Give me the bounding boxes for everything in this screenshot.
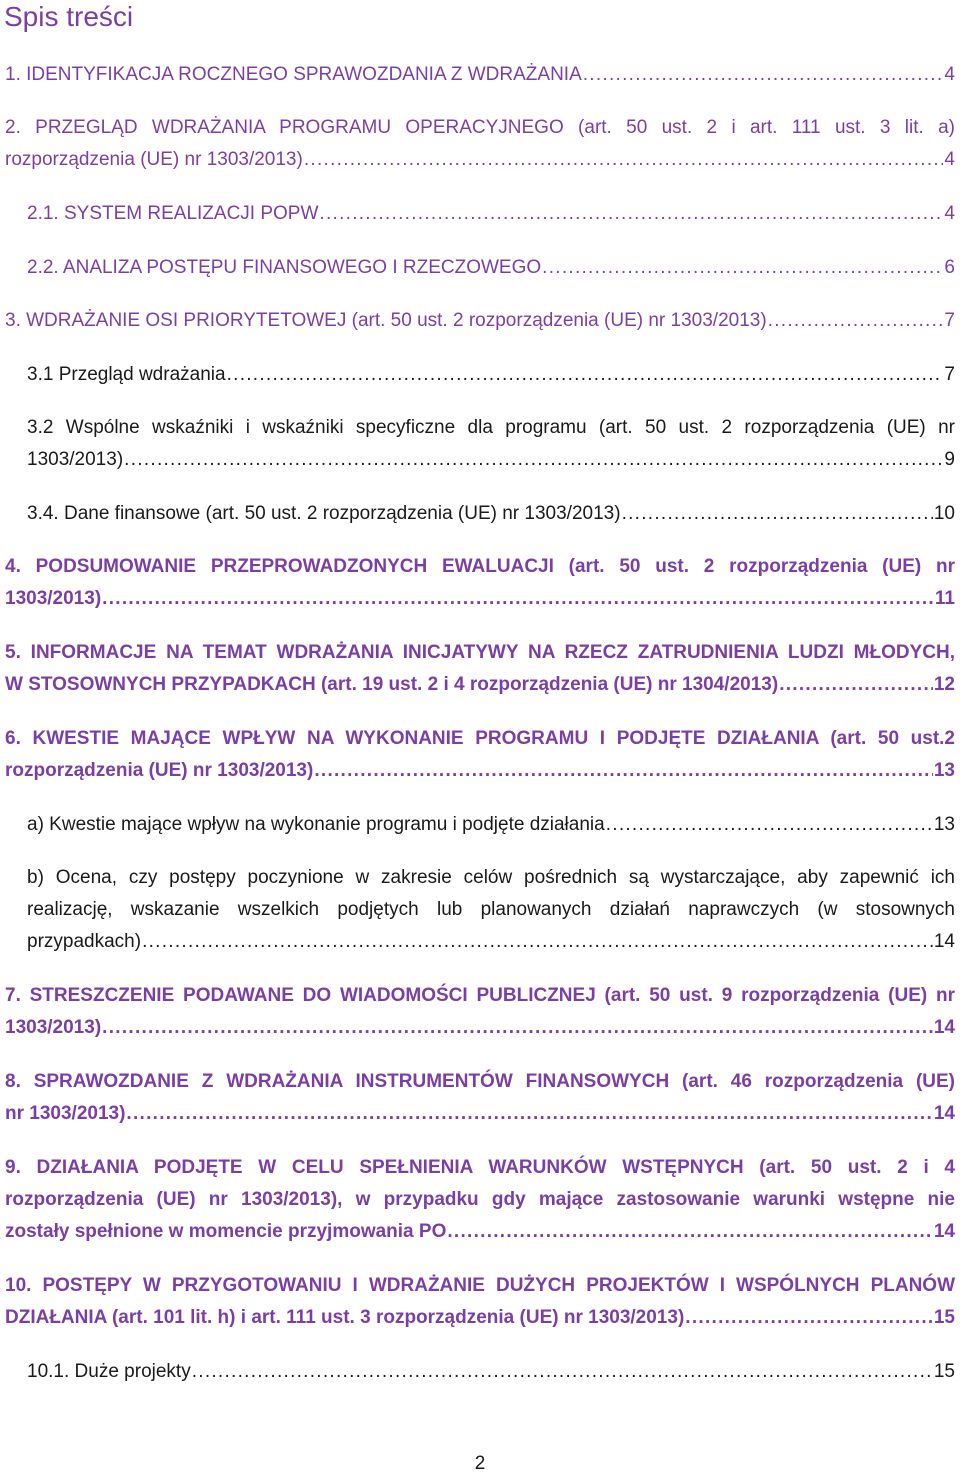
toc-page-number: 14 <box>933 1103 955 1124</box>
toc-entry-text: b) Ocena, czy postępy poczynione w zakresie celów pośrednich są wystarczające, aby zapewnić ich <box>27 867 955 888</box>
toc-entry-text: 7. STRESZCZENIE PODAWANE DO WIADOMOŚCI PUBLICZNEJ (art. 50 ust. 9 rozporządzenia (UE) nr <box>5 985 955 1006</box>
dot-leader <box>102 1012 933 1044</box>
toc-page-number: 13 <box>933 814 955 835</box>
toc-entry-3-4[interactable] <box>27 498 955 530</box>
dot-leader <box>192 1356 933 1388</box>
toc-entry-text: 8. SPRAWOZDANIE Z WDRAŻANIA INSTRUMENTÓW FINANSOWYCH (art. 46 rozporządzenia (UE) <box>5 1071 955 1092</box>
dot-leader <box>447 1216 933 1248</box>
toc-entry-text: 6. KWESTIE MAJĄCE WPŁYW NA WYKONANIE PROGRAMU I PODJĘTE DZIAŁANIA (art. 50 ust.2 <box>5 728 955 749</box>
toc-entry-3[interactable] <box>5 305 955 337</box>
toc-page-number: 12 <box>933 674 955 695</box>
toc-entry-6a[interactable] <box>27 809 955 841</box>
toc-entry-text: 4. PODSUMOWANIE PRZEPROWADZONYCH EWALUACJI (art. 50 ust. 2 rozporządzenia (UE) nr <box>5 556 955 577</box>
toc-entry-text: 2. PRZEGLĄD WDRAŻANIA PROGRAMU OPERACYJNEGO (art. 50 ust. 2 i art. 111 ust. 3 lit. a) <box>5 117 955 138</box>
toc-page-number: 7 <box>944 310 955 331</box>
toc-page-number: 7 <box>944 364 955 385</box>
toc-entry-10-1[interactable] <box>27 1356 955 1388</box>
toc-entry-2-1[interactable] <box>27 198 955 230</box>
toc-entry-text: 1. IDENTYFIKACJA ROCZNEGO SPRAWOZDANIA Z WDRAŻANIA <box>5 64 582 85</box>
toc-entry-text: 3.2 Wspólne wskaźniki i wskaźniki specyficzne dla programu (art. 50 ust. 2 rozporządzenia (UE) nr <box>27 417 955 438</box>
dot-leader <box>314 755 933 787</box>
toc-page-number: 13 <box>933 760 955 781</box>
toc-entry-3-1[interactable] <box>27 359 955 391</box>
toc-entry-2-2[interactable] <box>27 252 955 284</box>
toc-entry-3-2[interactable] <box>27 412 955 476</box>
page-number: 2 <box>474 1453 486 1474</box>
toc-page-number: 14 <box>933 1017 955 1038</box>
toc-entry-text: 1303/2013) <box>5 1017 102 1038</box>
toc-page-number: 6 <box>944 257 955 278</box>
toc-entry-text: nr 1303/2013) <box>5 1103 126 1124</box>
dot-leader <box>542 252 943 284</box>
dot-leader <box>126 1098 932 1130</box>
toc-entry-text: 1303/2013) <box>27 449 124 470</box>
page-title: Spis treści <box>4 1 134 32</box>
toc-entry-text: 10.1. Duże projekty <box>27 1361 191 1382</box>
toc-page-number: 4 <box>944 64 955 85</box>
toc-page-number: 14 <box>933 1221 955 1242</box>
toc-entry-text: DZIAŁANIA (art. 101 lit. h) i art. 111 ust. 3 rozporządzenia (UE) nr 1303/2013) <box>5 1307 685 1328</box>
toc-page-number: 4 <box>944 203 955 224</box>
toc-entry-text: rozporządzenia (UE) nr 1303/2013) <box>5 760 314 781</box>
toc-entry-text: a) Kwestie mające wpływ na wykonanie programu i podjęte działania <box>27 814 605 835</box>
dot-leader <box>124 444 943 476</box>
toc-page-number: 11 <box>934 588 955 609</box>
toc-entry-text: przypadkach) <box>27 931 142 952</box>
dot-leader <box>779 669 933 701</box>
toc-entry-text: realizację, wskazanie wszelkich podjętych lub planowanych działań naprawczych (w stosownych <box>27 899 955 920</box>
dot-leader <box>304 144 944 176</box>
toc-entry-text: 2.1. SYSTEM REALIZACJI POPW <box>27 203 319 224</box>
toc-entry-8[interactable] <box>5 1066 955 1130</box>
toc-page-number: 14 <box>933 931 955 952</box>
dot-leader <box>622 498 933 530</box>
toc-entry-6b[interactable] <box>27 862 955 958</box>
dot-leader <box>102 583 934 615</box>
dot-leader <box>685 1302 933 1334</box>
toc-page-number: 15 <box>933 1361 955 1382</box>
toc-page-number: 15 <box>933 1307 955 1328</box>
toc-entry-10[interactable] <box>5 1270 955 1334</box>
dot-leader <box>768 305 944 337</box>
toc-entry-text: 9. DZIAŁANIA PODJĘTE W CELU SPEŁNIENIA WARUNKÓW WSTĘPNYCH (art. 50 ust. 2 i 4 <box>5 1157 955 1178</box>
toc-entry-4[interactable] <box>5 551 955 615</box>
toc-entry-text: 10. POSTĘPY W PRZYGOTOWANIU I WDRAŻANIE DUŻYCH PROJEKTÓW I WSPÓLNYCH PLANÓW <box>5 1275 955 1296</box>
toc-entry-text: 2.2. ANALIZA POSTĘPU FINANSOWEGO I RZECZOWEGO <box>27 257 542 278</box>
toc-page-number: 9 <box>944 449 955 470</box>
toc-entry-text: rozporządzenia (UE) nr 1303/2013) <box>5 149 303 170</box>
toc-entry-text: 5. INFORMACJE NA TEMAT WDRAŻANIA INICJATYWY NA RZECZ ZATRUDNIENIA LUDZI MŁODYCH, <box>5 642 955 663</box>
toc-entry-text: W STOSOWNYCH PRZYPADKACH (art. 19 ust. 2 i 4 rozporządzenia (UE) nr 1304/2013) <box>5 674 779 695</box>
toc-entry-text: 3.1 Przegląd wdrażania <box>27 364 226 385</box>
dot-leader <box>606 809 933 841</box>
dot-leader <box>319 198 943 230</box>
toc-entry-1[interactable] <box>5 59 955 91</box>
toc-entry-5[interactable] <box>5 637 955 701</box>
toc-page-number: 10 <box>933 503 955 524</box>
dot-leader <box>227 359 944 391</box>
toc-entry-2[interactable] <box>5 112 955 176</box>
dot-leader <box>142 926 933 958</box>
dot-leader <box>583 59 944 91</box>
toc-entry-text: zostały spełnione w momencie przyjmowania PO <box>5 1221 447 1242</box>
toc-entry-text: 3. WDRAŻANIE OSI PRIORYTETOWEJ (art. 50 ust. 2 rozporządzenia (UE) nr 1303/2013) <box>5 310 767 331</box>
toc-entry-text: rozporządzenia (UE) nr 1303/2013), w przypadku gdy mające zastosowanie warunki wstępne nie <box>5 1189 955 1210</box>
toc-entry-7[interactable] <box>5 980 955 1044</box>
toc-entry-9[interactable] <box>5 1152 955 1248</box>
toc-entry-text: 3.4. Dane finansowe (art. 50 ust. 2 rozporządzenia (UE) nr 1303/2013) <box>27 503 621 524</box>
toc-page-number: 4 <box>944 149 955 170</box>
toc-entry-text: 1303/2013) <box>5 588 102 609</box>
toc-entry-6[interactable] <box>5 723 955 787</box>
